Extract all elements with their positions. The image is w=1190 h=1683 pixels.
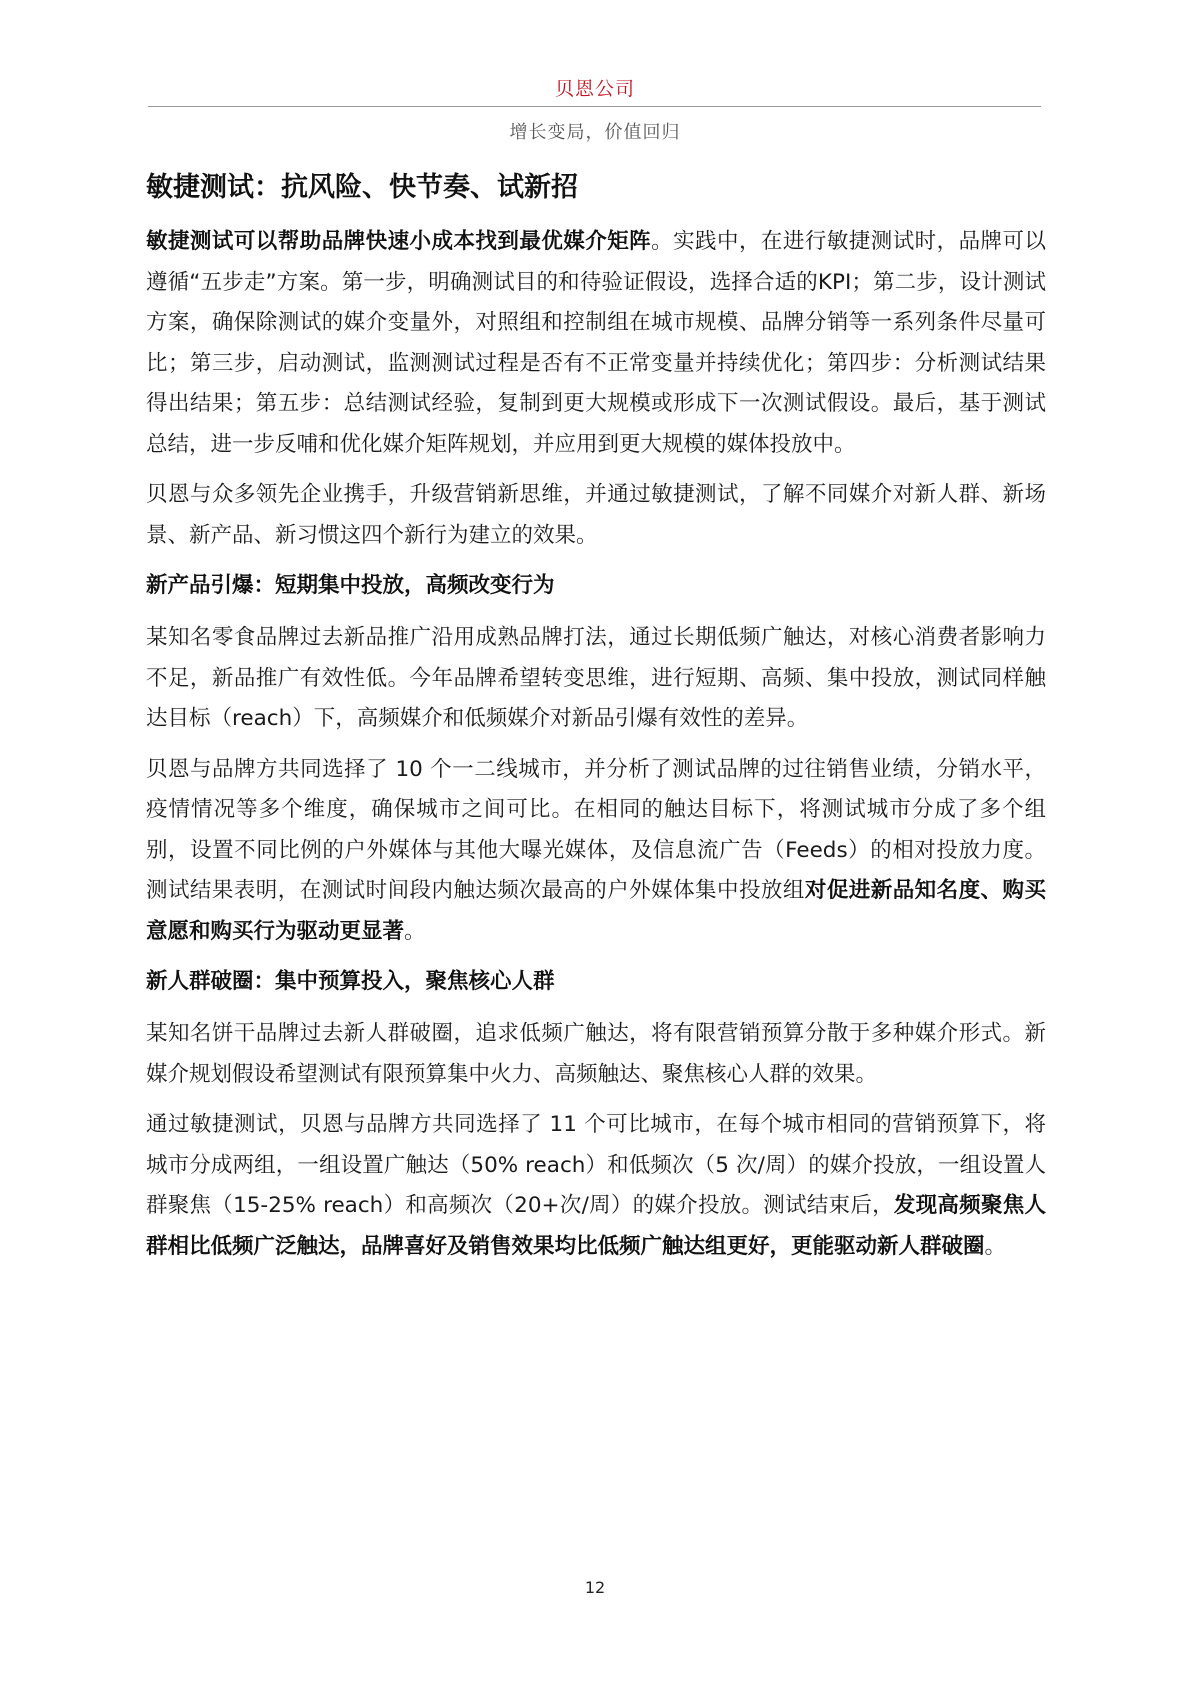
case1-result-end: 。 (404, 918, 426, 944)
case2-result-end: 。 (984, 1233, 1007, 1259)
intro-body: 。实践中，在进行敏捷测试时，品牌可以遵循“五步走”方案。第一步，明确测试目的和待验证假设，选择合适的KPI；第二步，设计测试方案，确保除测试的媒介变量外，对照组和控制组在城市规模、品牌分销等一系列条件尽量可比；第三步，启动测试，监测测试过程是否有不正常变量并持续优化；第四步：分析测试结果得出结果；第五步：总结测试经验，复制到更大规模或形成下一次测试假设。最后，基于测试总结，进一步反哺和优化媒介矩阵规划，并应用到更大规模的媒体投放中。 (146, 229, 1046, 457)
case2-background: 某知名饼干品牌过去新人群破圈，追求低频广触达，将有限营销预算分散于多种媒介形式。新媒介规划假设希望测试有限预算集中火力、高频触达、聚焦核心人群的效果。 (146, 1021, 1046, 1087)
case1-key-finding: 对促进新品知名度、购买意愿和购买行为驱动更显著 (146, 878, 1046, 944)
overview-paragraph: 贝恩与众多领先企业携手，升级营销新思维，并通过敏捷测试，了解不同媒介对新人群、新场景、新产品、新习惯这四个新行为建立的效果。 (146, 482, 1046, 548)
page-content (146, 160, 1046, 1277)
company-name: 贝恩公司 (554, 78, 635, 100)
header-divider (148, 106, 1041, 107)
page-number: 12 (584, 1578, 606, 1597)
case2-heading: 新人群破圈：集中预算投入，聚焦核心人群 (146, 969, 555, 994)
case2-result (146, 1105, 1046, 1267)
case1-heading: 新产品引爆：短期集中投放，高频改变行为 (146, 573, 555, 598)
case2-result-body: 通过敏捷测试，贝恩与品牌方共同选择了 11 个可比城市，在每个城市相同的营销预算下，将城市分成两组，一组设置广触达（50% reach）和低频次（5 次/周）的媒介投放，一组设置人群聚焦（15-25% reach）和高频次（20+次/周）的媒介投放。测试结束后， (146, 1112, 1046, 1218)
case1-background: 某知名零食品牌过去新品推广沿用成熟品牌打法，通过长期低频广触达，对核心消费者影响力不足，新品推广有效性低。今年品牌希望转变思维，进行短期、高频、集中投放，测试同样触达目标（reach）下，高频媒介和低频媒介对新品引爆有效性的差异。 (146, 625, 1046, 731)
header-slogan: 增长变局，价值回归 (509, 122, 681, 143)
case1-result (146, 750, 1046, 953)
intro-key-point: 敏捷测试可以帮助品牌快速小成本找到最优媒介矩阵 (146, 229, 652, 254)
section-title: 敏捷测试：抗风险、快节奏、试新招 (146, 172, 578, 203)
intro-paragraph (146, 222, 1046, 465)
case1-result-body: 贝恩与品牌方共同选择了 10 个一二线城市，并分析了测试品牌的过往销售业绩，分销水平，疫情情况等多个维度，确保城市之间可比。在相同的触达目标下，将测试城市分成了多个组别，设置不同比例的户外媒体与其他大曝光媒体，及信息流广告（Feeds）的相对投放力度。测试结果表明，在测试时间段内触达频次最高的户外媒体集中投放组 (146, 756, 1046, 903)
case2-key-finding: 发现高频聚焦人群相比低频广泛触达，品牌喜好及销售效果均比低频广触达组更好，更能驱动新人群破圈 (146, 1193, 1046, 1259)
